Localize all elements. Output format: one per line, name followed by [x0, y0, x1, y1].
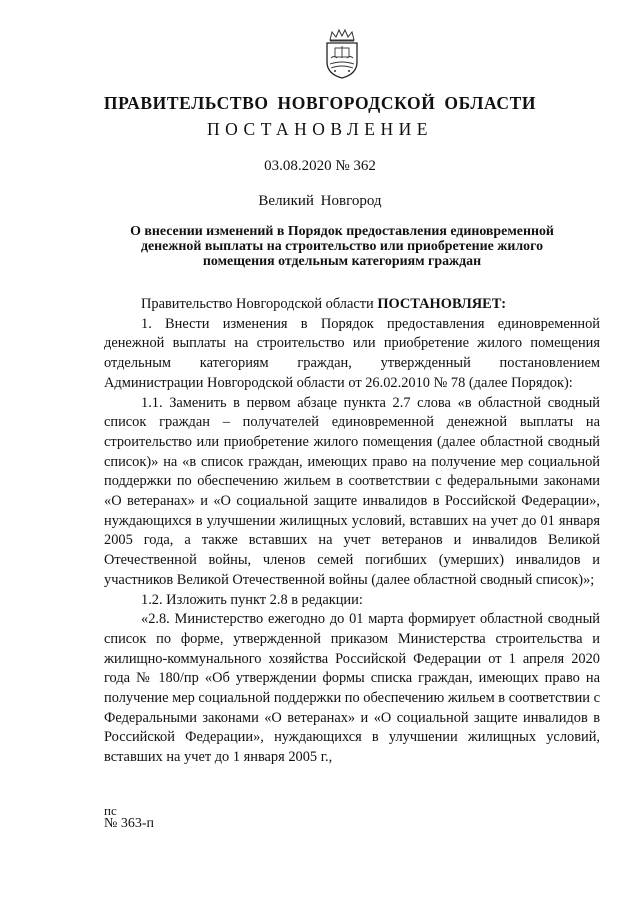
government-name: ПРАВИТЕЛЬСТВО НОВГОРОДСКОЙ ОБЛАСТИ [103, 93, 537, 113]
intro-paragraph [104, 295, 600, 315]
body-paragraph: 1. Внести изменения в Порядок предоставления единовременной денежной выплаты на строительство или приобретение жилого помещения отдельным категориям граждан, утвержденный постановлением Администрации Новгородской области от 26.02.2010 № 78 (далее Порядок): [104, 315, 600, 391]
document-footer [104, 804, 154, 830]
novgorod-coat-of-arms-icon [322, 28, 362, 80]
document-subject: О внесении изменений в Порядок предоставления единовременной денежной выплаты на строительство или приобретение жилого помещения отдельным категориям граждан [130, 224, 554, 269]
body-paragraph: 1.2. Изложить пункт 2.8 в редакции: [141, 591, 363, 608]
document-type: ПОСТАНОВЛЕНИЕ [207, 119, 433, 139]
date-and-number: 03.08.2020 № 362 [264, 158, 376, 174]
body-paragraph: 1.1. Заменить в первом абзаце пункта 2.7 слова «в областной сводный список граждан – получателей единовременной денежной выплаты на строительство или приобретение жилого помещения (далее областной сводный список)» на «в список граждан, имеющих право на получение мер социальной поддержки по обеспечению жильем в соответствии с федеральными законами «О ветеранах» и «О социальной защите инвалидов в Российской Федерации», нуждающихся в улучшении жилищных условий, вставших на учет до 01 января 2005 года, а также вставших на учет ветеранов и инвалидов Великой Отечественной войны, членов семей погибших (умерших) инвалидов и участников Великой Отечественной войны (далее областной сводный список)»; [104, 394, 600, 588]
body-paragraph: «2.8. Министерство ежегодно до 01 марта формирует областной сводный список по форме, утвержденной приказом Министерства строительства и жилищно-коммунального хозяйства Российской Федерации от 1 апреля 2020 года № 180/пр «Об утверждении формы списка граждан, имеющих право на получение мер социальной поддержки по обеспечению жильем в соответствии с Федеральными законами «О ветеранах» и «О социальной защите инвалидов в Российской Федерации», нуждающихся в улучшении жилищных условий, вставших на учет до 1 января 2005 г., [104, 611, 600, 766]
intro-resolves: ПОСТАНОВЛЯЕТ: [377, 296, 507, 312]
footer-code: пс [104, 803, 117, 818]
intro-prefix: Правительство Новгородской области [141, 296, 378, 312]
city: Великий Новгород [258, 193, 382, 209]
footer-registration-number: № 363-п [104, 816, 155, 831]
document-body [104, 295, 600, 768]
